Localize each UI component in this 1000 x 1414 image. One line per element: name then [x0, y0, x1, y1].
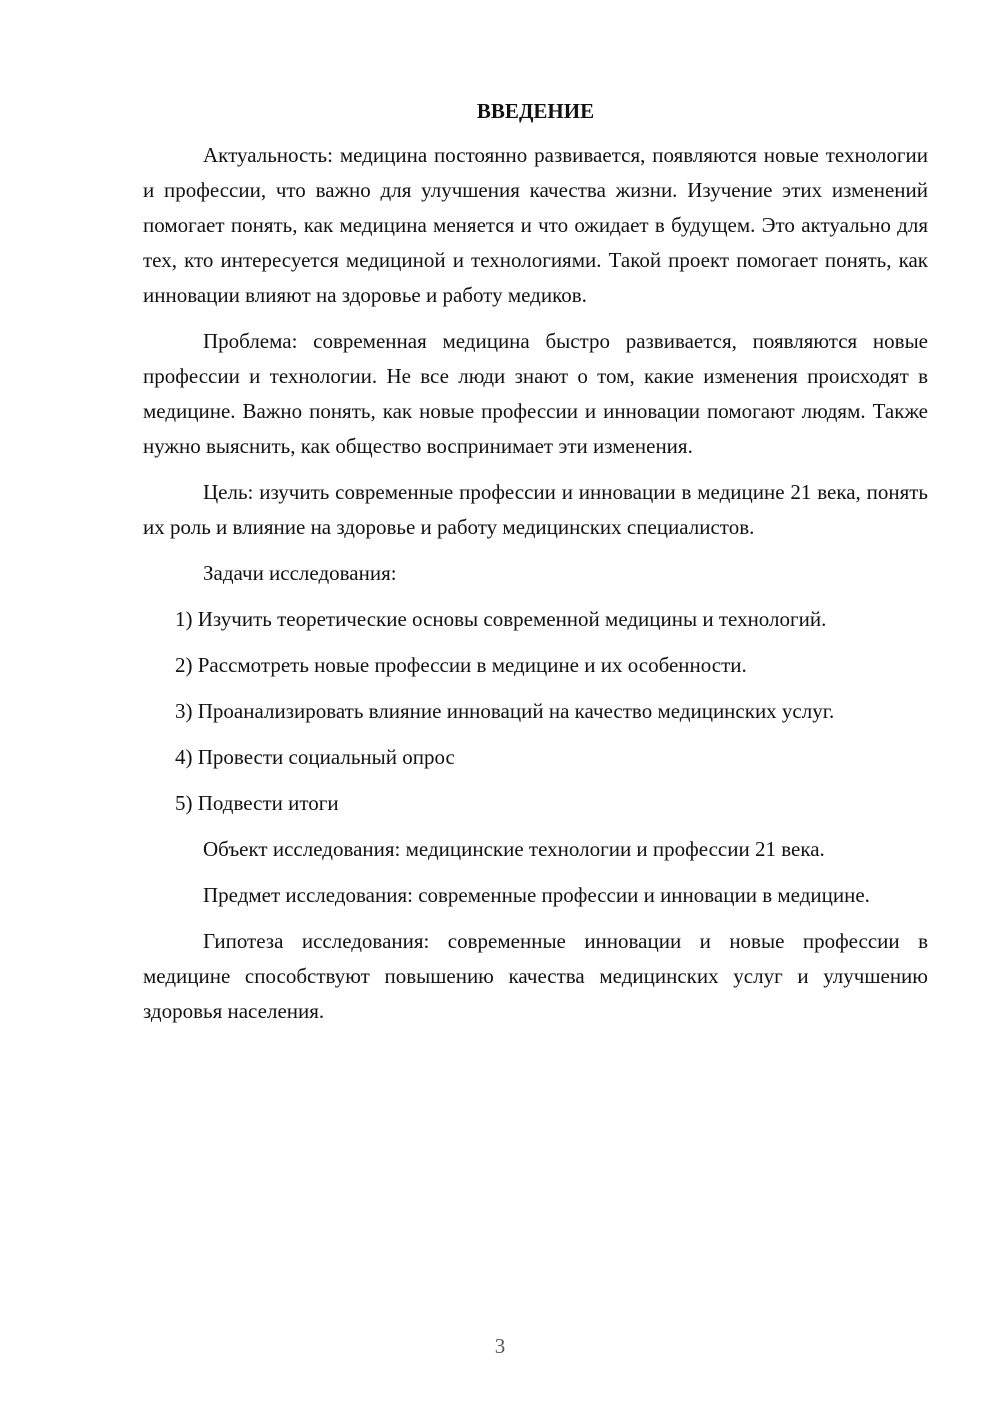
tasks-heading: Задачи исследования:: [203, 561, 397, 585]
task-item-1: 1) Изучить теоретические основы современной медицины и технологий.: [175, 607, 827, 631]
document-page: [143, 96, 928, 1040]
goal-paragraph: Цель: изучить современные профессии и инновации в медицине 21 века, понять их роль и влияние на здоровье и работу медицинских специалистов.: [143, 480, 928, 539]
task-item-2: 2) Рассмотреть новые профессии в медицине и их особенности.: [175, 653, 747, 677]
relevance-paragraph: Актуальность: медицина постоянно развивается, появляются новые технологии и профессии, что важно для улучшения качества жизни. Изучение этих изменений помогает понять, как медицина меняется и что ожидает в будущем. Это актуально для тех, кто интересуется медициной и технологиями. Такой проект помогает понять, как инновации влияют на здоровье и работу медиков.: [143, 143, 928, 307]
section-title: ВВЕДЕНИЕ: [476, 99, 595, 123]
page-number: 3: [494, 1334, 506, 1358]
task-item-4: 4) Провести социальный опрос: [175, 745, 455, 769]
problem-paragraph: Проблема: современная медицина быстро развивается, появляются новые профессии и технологии. Не все люди знают о том, какие изменения происходят в медицине. Важно понять, как новые профессии и инновации помогают людям. Также нужно выяснить, как общество воспринимает эти изменения.: [143, 329, 928, 458]
task-item-5: 5) Подвести итоги: [175, 791, 339, 815]
subject-paragraph: Предмет исследования: современные профессии и инновации в медицине.: [203, 883, 870, 907]
tasks-list: [143, 602, 928, 821]
object-paragraph: Объект исследования: медицинские технологии и профессии 21 века.: [203, 837, 825, 861]
task-item-3: 3) Проанализировать влияние инноваций на качество медицинских услуг.: [175, 699, 835, 723]
hypothesis-paragraph: Гипотеза исследования: современные инновации и новые профессии в медицине способствуют повышению качества медицинских услуг и улучшению здоровья населения.: [143, 929, 928, 1023]
